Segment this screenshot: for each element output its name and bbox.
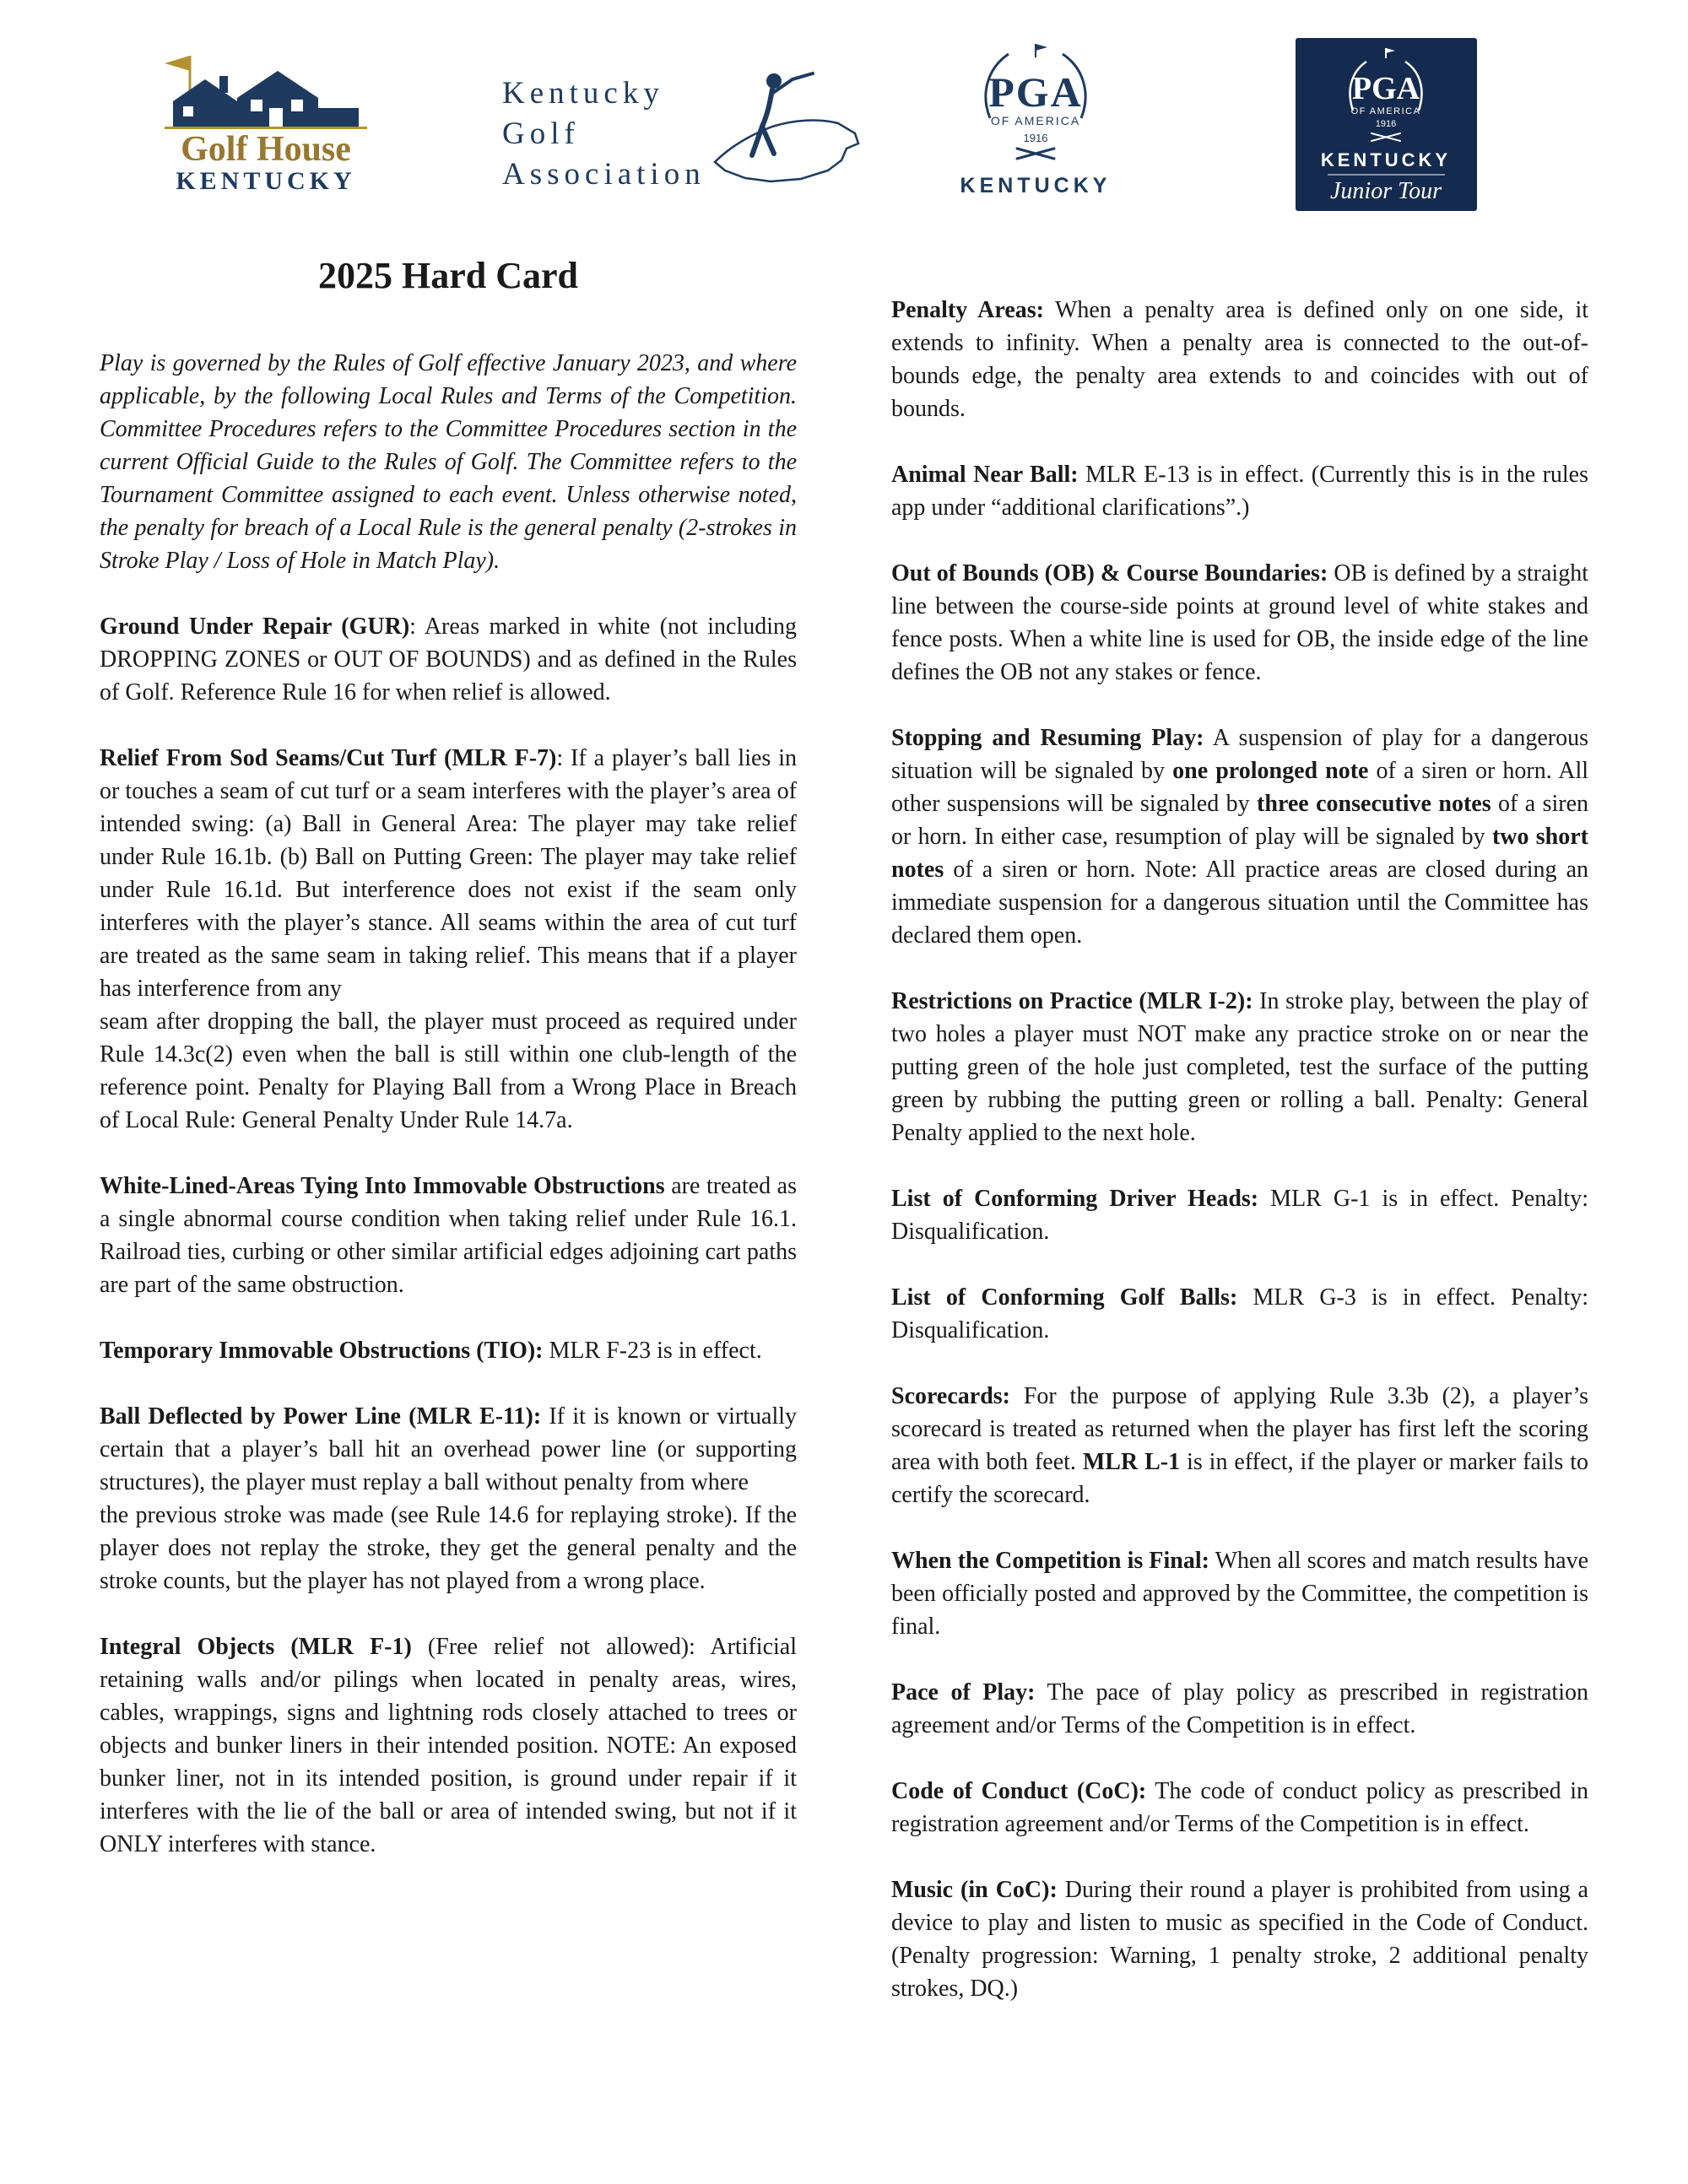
rule-text: In stroke play, between the play of two holes a player must NOT make any practice stroke on or near the putting green of the hole just completed, test the surface of the putting green by rubbing the putting green or rolling a ball. Penalty: General Penalty applied to the next hole.: [891, 988, 1588, 1146]
golf-house-kentucky-logo: [139, 49, 392, 201]
rule-paragraph: [100, 610, 797, 709]
left-column-text: [100, 347, 797, 1861]
golfer-icon: [752, 73, 813, 155]
rule-paragraph: [891, 1182, 1588, 1248]
rule-text: : Areas marked in white (not including DROPPING ZONES or OUT OF BOUNDS) and as defined in the Rules of Golf. Reference Rule 16 for when relief is allowed.: [100, 614, 797, 705]
rule-text: MLR G-3 is in effect. Penalty: Disqualification.: [891, 1284, 1588, 1343]
rule-paragraph: [100, 1334, 797, 1367]
rule-text: (Free relief not allowed): Artificial retaining walls and/or pilings when located in penalty areas, wires, cables, wrappings, signs and lightning rods closely attached to trees or objects and bunker liners in their intended position. NOTE: An exposed bunker liner, not in its intended position, is ground under repair if it interferes with the lie of the ball or area of intended swing, but not if it ONLY interferes with stance.: [100, 1634, 797, 1857]
rule-lead-in: Temporary Immovable Obstructions (TIO):: [100, 1338, 544, 1364]
rule-text: are treated as a single abnormal course condition when taking relief under Rule 16.1. Railroad ties, curbing or other similar artificial edges adjoining cart paths are part of the same obstruction.: [100, 1173, 797, 1298]
rule-lead-in: Pace of Play:: [891, 1679, 1036, 1706]
rule-text: A suspension of play for a dangerous situation will be signaled by: [891, 725, 1588, 784]
rule-lead-in: MLR L-1: [1082, 1449, 1181, 1475]
rule-paragraph: [891, 1281, 1588, 1347]
rule-text: When a penalty area is defined only on one side, it extends to infinity. When a penalty area is connected to the out-of-bounds edge, the penalty area extends to and coincides with out of bounds.: [891, 297, 1589, 422]
rule-text: During their round a player is prohibited from using a device to play and listen to music as specified in the Code of Conduct. (Penalty progression: Warning, 1 penalty stroke, 2 additional penalty strokes, DQ.): [891, 1877, 1588, 2002]
rule-text: If it is known or virtually certain that a player’s ball hit an overhead power line (or supporting structures), the player must replay a ball without penalty from where: [100, 1403, 798, 1495]
rule-paragraph: [891, 722, 1588, 952]
kga-line1: Kentucky: [502, 76, 664, 111]
pga-kentucky-junior-tour-logo: [1296, 38, 1477, 215]
kentucky-state-icon: [715, 121, 858, 181]
junior-region-wordmark: KENTUCKY: [1320, 149, 1452, 170]
left-column: [100, 251, 797, 2005]
golf-flag-icon: [165, 56, 190, 95]
rule-text: For the purpose of applying Rule 3.3b (2), a player’s scorecard is treated as returned when the player has first left the scoring area with both feet.: [891, 1383, 1588, 1475]
rule-lead-in: When the Competition is Final:: [891, 1548, 1209, 1574]
rule-lead-in: List of Conforming Golf Balls:: [891, 1284, 1238, 1311]
rule-lead-in: Relief From Sod Seams/Cut Turf (MLR F-7): [100, 745, 557, 771]
right-column-text: [891, 294, 1588, 2005]
rule-paragraph: [891, 1676, 1588, 1742]
rule-text: When all scores and match results have been officially posted and approved by the Committee, the competition is final.: [891, 1548, 1588, 1640]
rule-lead-in: one prolonged note: [1172, 758, 1369, 784]
junior-of-america: OF AMERICA: [1350, 106, 1421, 116]
rule-paragraph: [891, 1775, 1588, 1841]
pga-kentucky-logo: [958, 41, 1114, 205]
rule-lead-in: Music (in CoC):: [891, 1877, 1058, 1903]
rule-text: Play is governed by the Rules of Golf effective January 2023, and where applicable, by the following Local Rules and Terms of the Competition. Committee Procedures refers to the Committee Procedures section in the current Official Guide to the Rules of Golf. The Committee refers to the Tournament Committee assigned to each event. Unless otherwise noted, the penalty for breach of a Local Rule is the general penalty (2-strokes in Stroke Play / Loss of Hole in Match Play).: [100, 350, 797, 574]
rule-text: of a siren or horn. In either case, resumption of play will be signaled by: [891, 791, 1588, 850]
rule-paragraph: [891, 1544, 1588, 1643]
pga-flag-icon: [1036, 44, 1047, 57]
rule-lead-in: List of Conforming Driver Heads:: [891, 1186, 1259, 1212]
kentucky-golf-association-logo: [502, 69, 865, 200]
crossed-clubs-icon: [1017, 149, 1054, 159]
rule-paragraph: [891, 294, 1588, 425]
page-title: 2025 Hard Card: [318, 255, 578, 296]
rule-lead-in: Out of Bounds (OB) & Course Boundaries:: [891, 560, 1328, 587]
rule-text: the previous stroke was made (see Rule 14.6 for replaying stroke). If the player does not replay the stroke, they get the general penalty and the stroke counts, but the player has not played from a wrong place.: [100, 1502, 797, 1594]
rule-paragraph: [100, 1630, 797, 1861]
pga-of-america: OF AMERICA: [990, 114, 1081, 127]
rule-paragraph: [100, 1400, 797, 1597]
golf-house-illustration-icon: [139, 49, 392, 197]
rule-text: of a siren or horn. Note: All practice areas are closed during an immediate suspension for a dangerous situation until the Committee has declared them open.: [891, 857, 1588, 949]
rule-lead-in: Integral Objects (MLR F-1): [100, 1634, 412, 1660]
rule-lead-in: Code of Conduct (CoC):: [891, 1778, 1147, 1804]
rule-lead-in: White-Lined-Areas Tying Into Immovable Obstructions: [100, 1173, 665, 1199]
kga-line3: Association: [502, 157, 706, 192]
house-icon: [173, 71, 359, 127]
pga-year: 1916: [1023, 132, 1048, 144]
rule-lead-in: Restrictions on Practice (MLR I-2):: [891, 988, 1253, 1014]
pga-region-wordmark: KENTUCKY: [960, 174, 1112, 197]
rule-paragraph: [100, 742, 797, 1137]
rule-text: is in effect, if the player or marker fails to certify the scorecard.: [891, 1449, 1589, 1508]
rule-text: OB is defined by a straight line between the course-side points at ground level of white stakes and fence posts. When a white line is used for OB, the inside edge of the line defines the OB not any stakes or fence.: [891, 560, 1588, 685]
rule-text: MLR G-1 is in effect. Penalty: Disqualification.: [891, 1186, 1588, 1245]
rule-lead-in: two short notes: [891, 824, 1588, 883]
rule-text: of a siren or horn. All other suspensions will be signaled by: [891, 758, 1588, 817]
rule-lead-in: Scorecards:: [891, 1383, 1010, 1409]
right-column: [891, 251, 1588, 2005]
rule-text: The code of conduct policy as prescribed in registration agreement and/or Terms of the Competition is in effect.: [891, 1778, 1588, 1837]
kga-logo-icon: [502, 69, 865, 196]
pga-emblem-icon: [958, 41, 1114, 201]
rule-paragraph: [100, 1170, 797, 1301]
rule-lead-in: Stopping and Resuming Play:: [891, 725, 1204, 751]
rule-lead-in: three consecutive notes: [1257, 791, 1491, 817]
rule-text: seam after dropping the ball, the player must proceed as required under Rule 14.3c(2) even when the ball is still within one club-length of the reference point. Penalty for Playing Ball from a Wrong Place in Breach of Local Rule: General Penalty Under Rule 14.7a.: [100, 1008, 797, 1133]
rule-text: : If a player’s ball lies in or touches a seam of cut turf or a seam interferes with the player’s area of intended swing: (a) Ball in General Area: The player may take relief under Rule 16.1b. (b) Ball on Putting Green: The player may take relief under Rule 16.1d. But interference does not exist if the seam only interferes with the player’s stance. All seams within the area of cut turf are treated as the same seam in taking relief. This means that if a player has interference from any: [100, 745, 797, 1002]
rule-lead-in: Ground Under Repair (GUR): [100, 614, 410, 640]
rule-text: The pace of play policy as prescribed in registration agreement and/or Terms of the Competition is in effect.: [891, 1679, 1588, 1738]
rule-paragraph: [891, 1873, 1588, 2005]
rule-paragraph: [891, 557, 1588, 689]
rule-paragraph: [891, 458, 1588, 524]
rule-lead-in: Penalty Areas:: [891, 297, 1044, 323]
junior-tour-script: Junior Tour: [1329, 178, 1442, 204]
logo-header: [0, 0, 1688, 236]
rule-text: MLR F-23 is in effect.: [543, 1338, 762, 1364]
rule-text: MLR E-13 is in effect. (Currently this is in the rules app under “additional clarifications”.): [891, 462, 1588, 521]
junior-year: 1916: [1375, 119, 1397, 129]
rule-paragraph: [100, 347, 797, 577]
kga-line2: Golf: [502, 116, 580, 151]
golf-house-wordmark: Golf House: [181, 130, 351, 169]
rule-paragraph: [891, 985, 1588, 1149]
pga-acronym: PGA: [988, 68, 1083, 116]
junior-tour-badge-icon: [1296, 38, 1477, 211]
rule-lead-in: Ball Deflected by Power Line (MLR E-11):: [100, 1403, 542, 1430]
document-body: [100, 251, 1588, 2005]
rule-lead-in: Animal Near Ball:: [891, 462, 1079, 488]
golf-house-region-wordmark: KENTUCKY: [176, 167, 356, 195]
junior-pga-acronym: PGA: [1351, 71, 1420, 106]
rule-paragraph: [891, 1380, 1588, 1511]
